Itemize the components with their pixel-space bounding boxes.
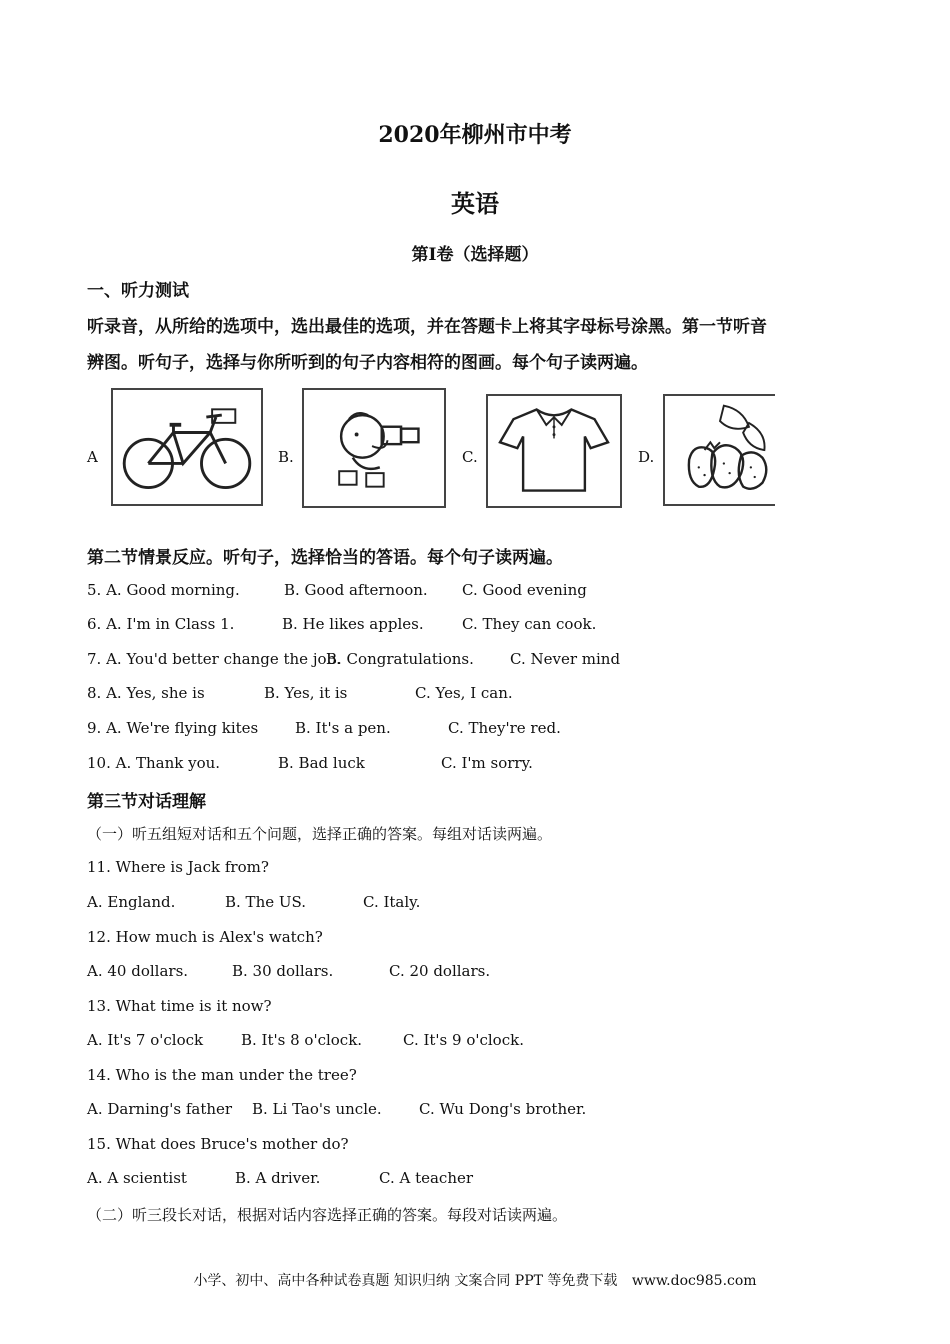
question-7-option-a: 7. A. You'd better change the job. [87, 650, 341, 668]
question-13-option-b: B. It's 8 o'clock. [241, 1031, 363, 1049]
question-10-option-b: B. Bad luck [278, 754, 365, 772]
footer [0, 1270, 950, 1290]
question-6-option-a: 6. A. I'm in Class 1. [87, 615, 235, 633]
question-7-option-c: C. Never mind [510, 650, 621, 668]
question-9-option-b: B. It's a pen. [295, 719, 391, 737]
strawberries-icon [665, 396, 775, 504]
question-8-option-c: C. Yes, I can. [415, 684, 513, 702]
subject-title: 英语 [451, 189, 499, 218]
picture-label-c: C. [462, 448, 478, 466]
picture-d [663, 394, 775, 506]
question-8-option-a: 8. A. Yes, she is [87, 684, 205, 702]
section3-sub1: （一）听五组短对话和五个问题，选择正确的答案。每组对话读两遍。 [87, 825, 553, 843]
question-12-option-b: B. 30 dollars. [232, 962, 334, 980]
question-12-option-a: A. 40 dollars. [87, 962, 189, 980]
picture-c [486, 394, 622, 508]
question-5-option-c: C. Good evening [462, 581, 587, 599]
picture-label-d: D. [638, 448, 655, 466]
question-11: 11. Where is Jack from? [87, 858, 269, 876]
question-15: 15. What does Bruce's mother do? [87, 1135, 349, 1153]
section1-instructions-line1: 听录音，从所给的选项中，选出最佳的选项，并在答题卡上将其字母标号涂黑。第一节听音 [87, 317, 767, 337]
question-13-option-c: C. It's 9 o'clock. [403, 1031, 524, 1049]
question-15-option-c: C. A teacher [379, 1169, 474, 1187]
part-title: 第Ⅰ卷（选择题） [411, 245, 539, 265]
photographer-icon [304, 390, 444, 506]
question-5-option-b: B. Good afternoon. [284, 581, 428, 599]
question-15-option-b: B. A driver. [235, 1169, 321, 1187]
question-6-option-c: C. They can cook. [462, 615, 597, 633]
question-14: 14. Who is the man under the tree? [87, 1066, 357, 1084]
question-10-option-c: C. I'm sorry. [441, 754, 533, 772]
question-9-option-c: C. They're red. [448, 719, 561, 737]
section3-heading: 第三节对话理解 [87, 792, 206, 812]
question-12: 12. How much is Alex's watch? [87, 928, 323, 946]
bicycle-icon [113, 390, 261, 504]
question-14-option-a: A. Darning's father [87, 1100, 233, 1118]
question-13-option-a: A. It's 7 o'clock [87, 1031, 204, 1049]
question-13: 13. What time is it now? [87, 997, 272, 1015]
question-11-option-c: C. Italy. [363, 893, 421, 911]
picture-b [302, 388, 446, 508]
section1-instructions-line2: 辨图。听句子，选择与你所听到的句子内容相符的图画。每个句子读两遍。 [87, 353, 648, 373]
question-14-option-c: C. Wu Dong's brother. [419, 1100, 587, 1118]
question-12-option-c: C. 20 dollars. [389, 962, 491, 980]
question-9-option-a: 9. A. We're flying kites [87, 719, 259, 737]
question-5-option-a: 5. A. Good morning. [87, 581, 240, 599]
question-7-option-b: B. Congratulations. [326, 650, 474, 668]
question-15-option-a: A. A scientist [87, 1169, 187, 1187]
question-11-option-a: A. England. [87, 893, 176, 911]
section3-sub2: （二）听三段长对话，根据对话内容选择正确的答案。每段对话读两遍。 [87, 1206, 568, 1224]
picture-a [111, 388, 263, 506]
footer-text: 小学、初中、高中各种试卷真题 知识归纳 文案合同 PPT 等免费下载 [193, 1273, 618, 1289]
question-11-option-b: B. The US. [225, 893, 307, 911]
question-14-option-b: B. Li Tao's uncle. [252, 1100, 382, 1118]
footer-url[interactable]: www.doc985.com [631, 1273, 757, 1289]
question-8-option-b: B. Yes, it is [264, 684, 348, 702]
section1-heading: 一、听力测试 [87, 281, 189, 301]
question-10-option-a: 10. A. Thank you. [87, 754, 221, 772]
question-6-option-b: B. He likes apples. [282, 615, 424, 633]
shirt-icon [488, 396, 620, 506]
picture-label-b: B. [278, 448, 294, 466]
section2-heading: 第二节情景反应。听句子，选择恰当的答语。每个句子读两遍。 [87, 548, 563, 568]
picture-label-a: A [87, 448, 98, 466]
page-title: 2020年柳州市中考 [378, 122, 572, 148]
